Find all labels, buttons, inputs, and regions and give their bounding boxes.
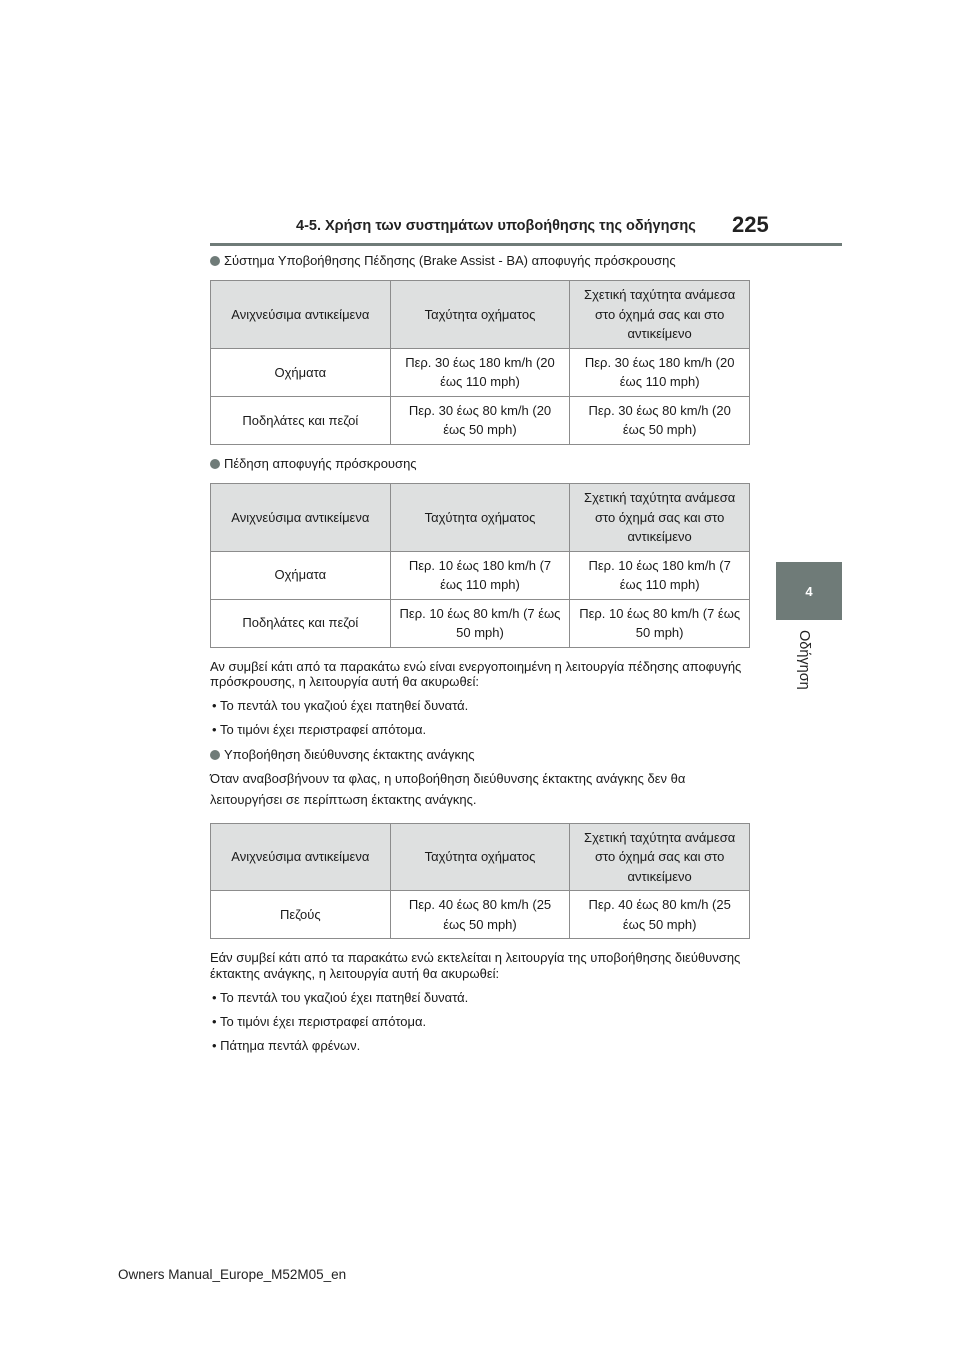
column-header: Ανιχνεύσιμα αντικείμενα xyxy=(211,484,391,552)
spec-table xyxy=(210,823,750,940)
table-cell: Οχήματα xyxy=(211,551,391,599)
column-header: Ανιχνεύσιμα αντικείμενα xyxy=(211,281,391,349)
section-title: 4-5. Χρήση των συστημάτων υποβοήθησης της οδήγησης xyxy=(296,218,696,234)
column-header: Ταχύτητα οχήματος xyxy=(390,281,570,349)
table-header-row xyxy=(211,281,750,349)
column-header: Σχετική ταχύτητα ανάμεσα στο όχημά σας και στο αντικείμενο xyxy=(570,281,750,349)
section-heading-text: Υποβοήθηση διεύθυνσης έκτακτης ανάγκης xyxy=(224,746,475,762)
spec-table xyxy=(210,483,750,648)
column-header: Ανιχνεύσιμα αντικείμενα xyxy=(211,823,391,891)
section-heading-text: Σύστημα Υποβοήθησης Πέδησης (Brake Assist - BA) αποφυγής πρόσκρουσης xyxy=(224,253,676,268)
cancel-conditions-intro: Αν συμβεί κάτι από τα παρακάτω ενώ είναι ενεργοποιημένη η λειτουργία πέδησης αποφυγής πρόσκρουσης, η λειτουργία αυτή θα ακυρωθεί: xyxy=(210,658,742,690)
section-heading xyxy=(210,253,750,269)
table-cell: Περ. 10 έως 80 km/h (7 έως 50 mph) xyxy=(390,599,570,647)
column-header: Σχετική ταχύτητα ανάμεσα στο όχημά σας και στο αντικείμενο xyxy=(570,484,750,552)
section-heading xyxy=(210,747,750,763)
list-item: • Το πεντάλ του γκαζιού έχει πατηθεί δυνατά. xyxy=(212,698,469,714)
table-row xyxy=(211,599,750,647)
section-heading-text: Πέδηση αποφυγής πρόσκρουσης xyxy=(224,455,417,471)
table-row xyxy=(211,891,750,939)
chapter-tab: 4 xyxy=(776,562,842,620)
list-item: • Το τιμόνι έχει περιστραφεί απότομα. xyxy=(212,1014,427,1030)
footer-text: Owners Manual_Europe_M52M05_en xyxy=(118,1267,347,1282)
list-item: • Το πεντάλ του γκαζιού έχει πατηθεί δυνατά. xyxy=(212,989,469,1005)
table-cell: Περ. 30 έως 180 km/h (20 έως 110 mph) xyxy=(570,348,750,396)
table-cell: Περ. 10 έως 180 km/h (7 έως 110 mph) xyxy=(570,551,750,599)
column-header: Ταχύτητα οχήματος xyxy=(390,823,570,891)
column-header: Ταχύτητα οχήματος xyxy=(390,484,570,552)
table-row xyxy=(211,551,750,599)
cancel-conditions-intro: Εάν συμβεί κάτι από τα παρακάτω ενώ εκτελείται η λειτουργία της υποβοήθησης διεύθυνσης έκτακτης ανάγκης, η λειτουργία αυτή θα ακυρωθεί: xyxy=(210,950,741,981)
bullet-icon xyxy=(210,750,220,760)
column-header: Σχετική ταχύτητα ανάμεσα στο όχημά σας και στο αντικείμενο xyxy=(570,823,750,891)
table-cell: Ποδηλάτες και πεζοί xyxy=(211,396,391,444)
bullet-icon xyxy=(210,459,220,469)
table-cell: Περ. 30 έως 180 km/h (20 έως 110 mph) xyxy=(390,348,570,396)
section-intro: Όταν αναβοσβήνουν τα φλας, η υποβοήθηση διεύθυνσης έκτακτης ανάγκης δεν θα λειτουργήσει σε περίπτωση έκτακτης ανάγκης. xyxy=(210,770,686,807)
header-rule xyxy=(210,243,842,246)
table-cell: Πεζούς xyxy=(211,891,391,939)
table-cell: Περ. 30 έως 80 km/h (20 έως 50 mph) xyxy=(390,396,570,444)
bullet-icon xyxy=(210,256,220,266)
table-cell: Περ. 10 έως 80 km/h (7 έως 50 mph) xyxy=(570,599,750,647)
table-row xyxy=(211,348,750,396)
page-number: 225 xyxy=(732,212,769,237)
table-cell: Οχήματα xyxy=(211,348,391,396)
spec-table xyxy=(210,280,750,445)
table-cell: Περ. 40 έως 80 km/h (25 έως 50 mph) xyxy=(390,891,570,939)
table-cell: Περ. 10 έως 180 km/h (7 έως 110 mph) xyxy=(390,551,570,599)
table-cell: Περ. 40 έως 80 km/h (25 έως 50 mph) xyxy=(570,891,750,939)
list-item: • Πάτημα πεντάλ φρένων. xyxy=(212,1038,361,1054)
chapter-label: Οδήγηση xyxy=(796,630,812,690)
table-header-row xyxy=(211,484,750,552)
section-heading xyxy=(210,456,750,472)
table-cell: Περ. 30 έως 80 km/h (20 έως 50 mph) xyxy=(570,396,750,444)
list-item: • Το τιμόνι έχει περιστραφεί απότομα. xyxy=(212,722,427,738)
table-cell: Ποδηλάτες και πεζοί xyxy=(211,599,391,647)
table-row xyxy=(211,396,750,444)
table-header-row xyxy=(211,823,750,891)
page-content xyxy=(210,253,750,1063)
